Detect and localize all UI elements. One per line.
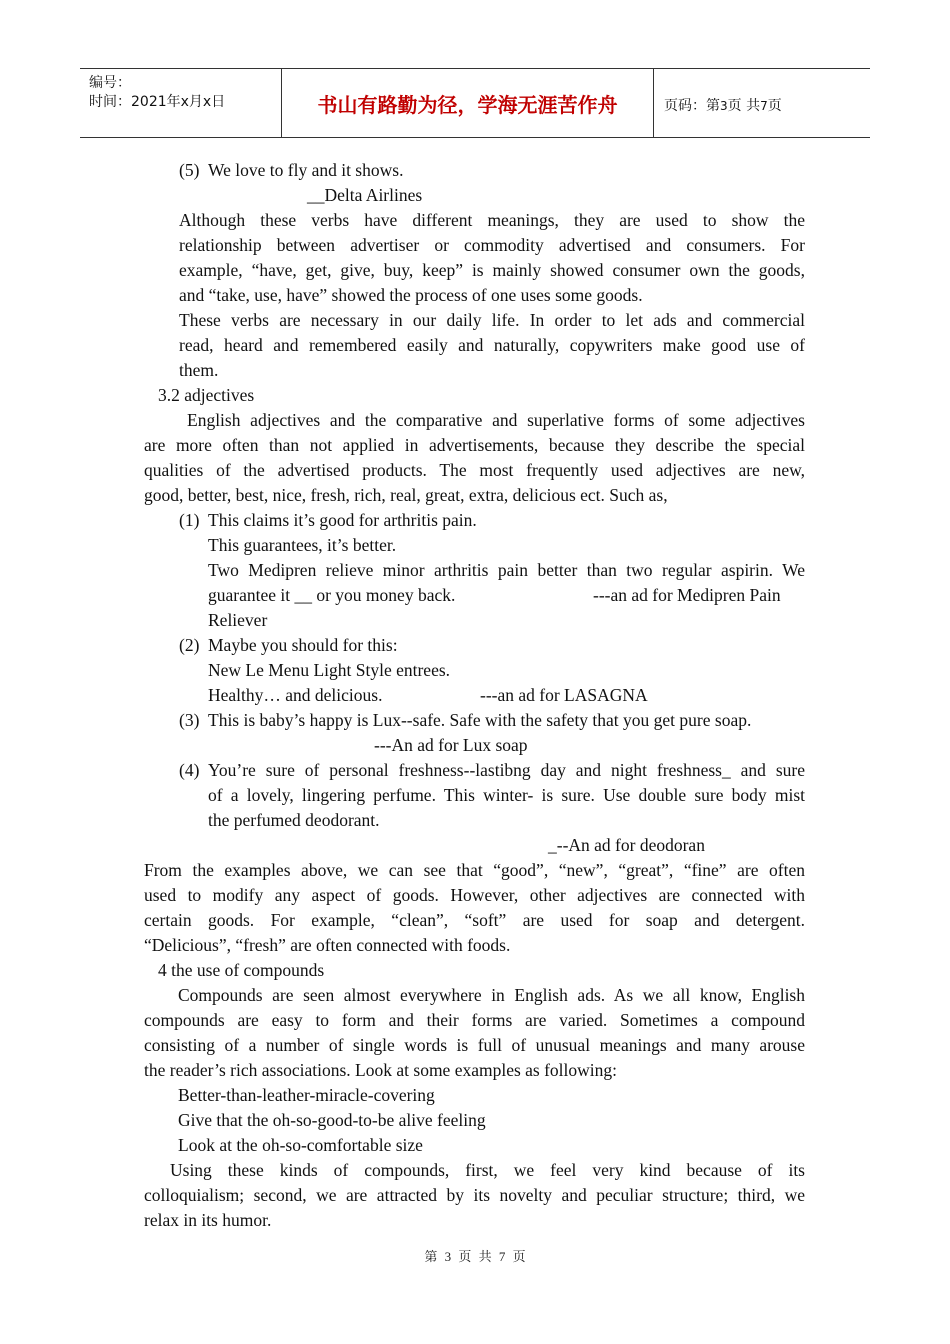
paragraph-line: relationship between advertiser or commodity advertised and consumers. For	[179, 235, 805, 255]
paragraph-line: From the examples above, we can see that “good”, “new”, “great”, “fine” are often	[144, 860, 805, 880]
paragraph-line: example, “have, get, give, buy, keep” is mainly showed consumer own the goods,	[179, 260, 805, 280]
serial-label: 编号：	[89, 75, 131, 91]
paragraph-line: read, heard and remembered easily and naturally, copywriters make good use of	[179, 335, 805, 355]
paragraph-line: compounds are easy to form and their forms are varied. Sometimes a compound	[144, 1010, 805, 1030]
example-text: You’re sure of personal freshness--lastibng day and night freshness_ and sure	[208, 760, 805, 780]
paragraph-line: certain goods. For example, “clean”, “soft” are used for soap and detergent.	[144, 910, 805, 930]
example-source: Reliever	[208, 610, 268, 630]
paragraph-line: and “take, use, have” showed the process of one uses some goods.	[179, 285, 643, 305]
paragraph-line: “Delicious”, “fresh” are often connected with foods.	[144, 935, 511, 955]
paragraph-line: Compounds are seen almost everywhere in English ads. As we all know, English	[178, 985, 805, 1005]
example-text: This is baby’s happy is Lux--safe. Safe with the safety that you get pure soap.	[208, 710, 752, 730]
section-heading: 4 the use of compounds	[158, 960, 325, 980]
example-text: Healthy… and delicious.	[208, 685, 383, 705]
footer-word: 第	[424, 1249, 438, 1264]
section-heading: 3.2 adjectives	[158, 385, 255, 405]
paragraph-line: good, better, best, nice, fresh, rich, real, great, extra, delicious ect. Such as,	[144, 485, 668, 505]
example-text: This claims it’s good for arthritis pain.	[208, 510, 477, 530]
compound-example: Better-than-leather-miracle-covering	[178, 1085, 435, 1105]
list-number: (5)	[179, 160, 200, 180]
paragraph-line: Although these verbs have different meanings, they are used to show the	[179, 210, 805, 230]
footer-page-total: 7	[498, 1249, 506, 1264]
footer-word: 页	[512, 1249, 526, 1264]
page-suffix: 页	[767, 98, 782, 114]
example-text: the perfumed deodorant.	[208, 810, 380, 830]
paragraph-line: qualities of the advertised products. The most frequently used adjectives are new,	[144, 460, 805, 480]
page-number: 3	[720, 99, 728, 113]
example-text: New Le Menu Light Style entrees.	[208, 660, 451, 680]
time-label: 时间：2021年x月x日	[89, 94, 226, 110]
example-source: ---An ad for Lux soap	[374, 735, 528, 755]
example-source: ---an ad for Medipren Pain	[593, 585, 781, 605]
list-number: (4)	[179, 760, 200, 780]
compound-example: Give that the oh-so-good-to-be alive feeling	[178, 1110, 486, 1130]
example-text: We love to fly and it shows.	[208, 160, 404, 180]
paragraph-line: used to modify any aspect of goods. However, other adjectives are connected with	[144, 885, 805, 905]
header-page-info	[664, 95, 782, 115]
paragraph-line: colloquialism; second, we are attracted by its novelty and peculiar structure; third, we	[144, 1185, 805, 1205]
paragraph-line: them.	[179, 360, 219, 380]
footer-word: 共	[478, 1249, 492, 1264]
page-mid: 页 共	[727, 98, 761, 114]
page-header	[80, 68, 870, 138]
paragraph-line: These verbs are necessary in our daily life. In order to let ads and commercial	[179, 310, 805, 330]
paragraph-line: English adjectives and the comparative and superlative forms of some adjectives	[187, 410, 805, 430]
header-motto: 书山有路勤为径，学海无涯苦作舟	[282, 69, 654, 137]
example-text: guarantee it __ or you money back.	[208, 585, 456, 605]
page-footer	[0, 1246, 950, 1265]
footer-page-number: 3	[444, 1249, 452, 1264]
example-text: of a lovely, lingering perfume. This winter- is sure. Use double sure body mist	[208, 785, 805, 805]
example-text: This guarantees, it’s better.	[208, 535, 397, 555]
paragraph-line: consisting of a number of single words is full of unusual meanings and many arouse	[144, 1035, 805, 1055]
paragraph-line: are more often than not applied in advertisements, because they describe the special	[144, 435, 805, 455]
footer-word: 页	[458, 1249, 472, 1264]
page-total: 7	[760, 99, 768, 113]
example-source: _--An ad for deodoran	[548, 835, 705, 855]
paragraph-line: Using these kinds of compounds, first, we feel very kind because of its	[170, 1160, 805, 1180]
example-text: Maybe you should for this:	[208, 635, 398, 655]
list-number: (3)	[179, 710, 200, 730]
list-number: (1)	[179, 510, 200, 530]
example-source: __Delta Airlines	[307, 185, 423, 205]
page-prefix: 页码：第	[664, 98, 720, 114]
header-meta	[80, 69, 282, 137]
example-text: Two Medipren relieve minor arthritis pain better than two regular aspirin. We	[208, 560, 805, 580]
compound-example: Look at the oh-so-comfortable size	[178, 1135, 423, 1155]
paragraph-line: the reader’s rich associations. Look at some examples as following:	[144, 1060, 618, 1080]
example-source: ---an ad for LASAGNA	[480, 685, 648, 705]
list-number: (2)	[179, 635, 200, 655]
paragraph-line: relax in its humor.	[144, 1210, 272, 1230]
